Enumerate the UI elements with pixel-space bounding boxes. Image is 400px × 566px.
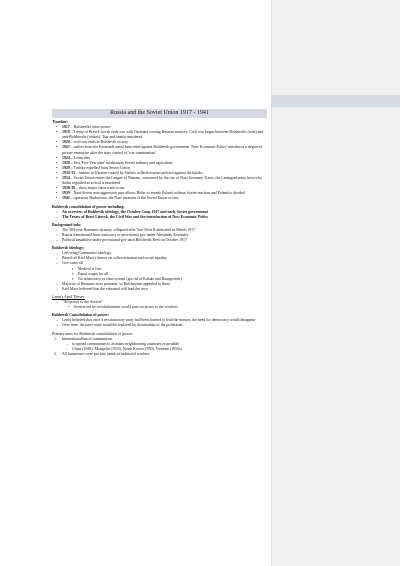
timeline-text: – Nazi-Soviet non-aggression pact allows Hitler to invade Poland without Soviet reaction and Poland is divided [69, 191, 245, 196]
timeline-year: 1941 [62, 196, 70, 201]
list-item: 1. Internationalism of communism [54, 336, 112, 341]
timeline-year: 1928 [62, 160, 70, 165]
timeline-list [52, 125, 267, 201]
list-item: ▪ Medical is free [52, 267, 267, 272]
timeline-text: – Treaty of Brest-Litovsk ends war with Germany costing Russian territory. Civil war begun between Bolsheviks (reds) and anti-Bolsheviks (whites). Tsar and family murdered [62, 130, 264, 140]
aims-sublist [52, 342, 267, 352]
aims-list-continued [52, 352, 267, 357]
aims-heading: Primary aims for Bolshevik consolidation of power: [52, 331, 134, 336]
timeline-year: 1934 [62, 176, 70, 181]
list-item: – Left-wing Communist ideology [52, 251, 267, 256]
timeline-year: 1936-38 [62, 186, 75, 191]
timeline-text: – Lenin dies [69, 155, 90, 160]
timeline-text: – sailors from the Kronstadt naval base rebel against Bolshevik government. 'New Economic Policy' introduces a degree of private enterprise after the state control of 'war communism' [62, 145, 263, 155]
timeline-text: – famine in Ukraine caused by Stalin's collectivisation policies against the kulaks [74, 170, 203, 175]
background-list [52, 228, 267, 243]
consolidation2-list [52, 318, 267, 328]
page-title: Russia and the Soviet Union 1917 - 1941 [52, 109, 267, 118]
ideology-heading: Bolshevik ideology: [52, 246, 85, 251]
list-item: – Political instability under provisional gov until Bolshevik Revo in October 1917 [52, 238, 267, 243]
timeline-text: – first 'Five Year plan' modernizes Soviet industry and agriculture [69, 160, 173, 165]
list-item: – The 304-year Romanov dynasty collapsed after Tsar Nich II abdicated in March 1917 [52, 228, 267, 233]
consolidation-list [52, 210, 267, 220]
timeline-item [52, 130, 267, 140]
list-item: – Lenin believed that once a revolutionary party had been formed to lead the masses, the need for democracy would disappear [52, 318, 267, 323]
list-item: • Soviets led by revolutionaries would pass on power to the workers [52, 305, 267, 310]
consolidation-heading: Bolshevik consolidation of power including: [52, 204, 125, 209]
document-body [52, 111, 267, 357]
timeline-text: – Bolsheviks seize power [69, 125, 111, 130]
timeline-text: – Soviet Union enters the League of Nations, concerned by the rise of Nazi Germany. Kirov, the Leningrad party boss who Stalin regarded as a rival is murdered [62, 176, 262, 186]
comment-pane [271, 0, 400, 566]
list-item: – Over time, the party-state would be replaced by dictatorship of the proletariat [52, 323, 267, 328]
april-theses-sublist [52, 305, 267, 310]
list-item: – "All power to the Soviets" [52, 300, 267, 305]
timeline-year: 1932-33 [62, 170, 75, 175]
timeline-year: 1917 [62, 125, 70, 130]
list-item: – to spread communism to as many neighbouring countries as possible [52, 342, 267, 347]
timeline-year: 1924 [62, 155, 70, 160]
timeline-year: 1918 [62, 130, 70, 135]
list-item: – Russia transitioned from autocracy to provisional gov under Alexander Kerensky [52, 233, 267, 238]
timeline-text: – show major show trails occur [74, 186, 125, 191]
list-item: – Based off Karl Marx's theory on collectivisation and social equality [52, 256, 267, 261]
ideology-list-continued [52, 282, 267, 292]
ideology-sublist [52, 267, 267, 282]
list-item: ▪ No aristocracy or class system (got rid of Kulaks and Bourgeoisie) [52, 277, 267, 282]
ideology-list [52, 251, 267, 266]
april-theses-heading: Lenin's April Theses: [52, 295, 86, 299]
list-item: – The Treaty of Brest Litovsk, the Civil War and the introduction of New Economic Policy [52, 215, 267, 220]
timeline-item [52, 145, 267, 155]
timeline-year: 1929 [62, 165, 70, 170]
list-item: ▪ Equal wages for all [52, 272, 267, 277]
timeline-text: – Trotsky expelled from Soviet Union [69, 165, 130, 170]
list-item: – Gov owns all [52, 261, 267, 266]
timeline-text: – civil war ends in Bolshevik victory [69, 140, 129, 145]
timeline-year: 1921 [62, 145, 70, 150]
timeline-heading: Timeline: [52, 120, 68, 124]
list-item: 2. All businesses were put into hands of industrial workers [54, 351, 150, 356]
timeline-year: 1920 [62, 140, 70, 145]
list-item: – Majority of Russians were peasants, so Bolshevism appealed to them [52, 282, 267, 287]
timeline-item [52, 176, 267, 186]
list-item: – Karl Marx believed that the educated will lead the revo [52, 287, 267, 292]
comment-bubble[interactable] [271, 95, 400, 107]
background-heading: Background info: [52, 222, 82, 227]
list-item: – China (1949), Mongolia (1925), North Korea (1950), Vietnam (1950s) [52, 347, 267, 352]
timeline-item [52, 196, 267, 201]
consolidation2-heading: Bolshevik Consolidation of power: [52, 313, 110, 318]
timeline-year: 1939 [62, 191, 70, 196]
list-item: – An overview of Bolshevik ideology, the October Coup 1917 and early Soviet government [52, 210, 267, 215]
timeline-text: – operation Barbarossa, the Nazi invasion of the Soviet Union occurs [69, 196, 179, 201]
